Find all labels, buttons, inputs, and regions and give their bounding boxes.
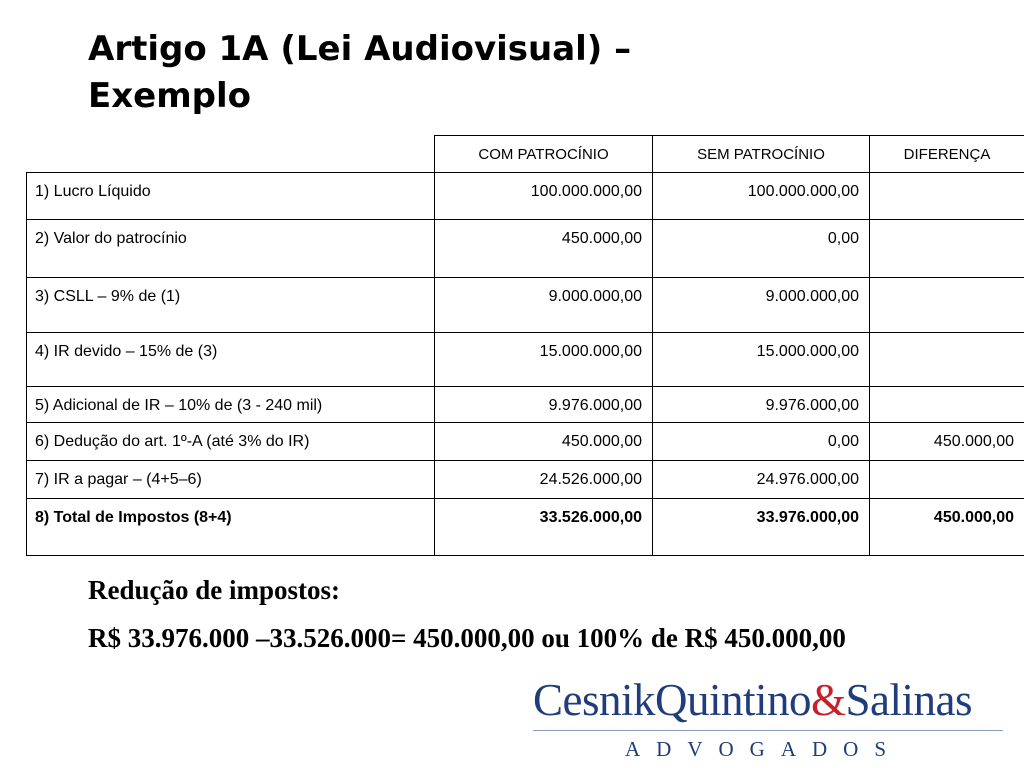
row-sem-value: 0,00 <box>653 220 870 278</box>
row-label: 8) Total de Impostos (8+4) <box>27 499 435 556</box>
row-dif-value: 450.000,00 <box>870 423 1024 461</box>
logo-wordmark <box>533 672 1003 728</box>
row-dif-value: 450.000,00 <box>870 499 1024 556</box>
row-com-value: 100.000.000,00 <box>435 173 653 220</box>
row-label: 3) CSLL – 9% de (1) <box>27 278 435 333</box>
row-label: 2) Valor do patrocínio <box>27 220 435 278</box>
header-diferenca: DIFERENÇA <box>870 136 1024 173</box>
row-label: 4) IR devido – 15% de (3) <box>27 333 435 387</box>
row-dif-value <box>870 461 1024 499</box>
row-com-value: 9.976.000,00 <box>435 387 653 423</box>
row-sem-value: 24.976.000,00 <box>653 461 870 499</box>
row-dif-value <box>870 387 1024 423</box>
logo-tagline: ADVOGADOS <box>625 737 903 761</box>
row-dif-value <box>870 173 1024 220</box>
slide-title-line1: Artigo 1A (Lei Audiovisual) – <box>88 29 632 69</box>
row-com-value: 24.526.000,00 <box>435 461 653 499</box>
header-com-patrocinio: COM PATROCÍNIO <box>435 136 653 173</box>
summary-calculation: R$ 33.976.000 –33.526.000= 450.000,00 ou 100% de R$ 450.000,00 <box>88 623 846 653</box>
row-label: 6) Dedução do art. 1º-A (até 3% do IR) <box>27 423 435 461</box>
row-com-value: 33.526.000,00 <box>435 499 653 556</box>
row-sem-value: 0,00 <box>653 423 870 461</box>
table-row <box>27 387 1024 423</box>
row-sem-value: 15.000.000,00 <box>653 333 870 387</box>
row-label: 5) Adicional de IR – 10% de (3 - 240 mil) <box>27 387 435 423</box>
table-row <box>27 220 1024 278</box>
table-row <box>27 173 1024 220</box>
row-dif-value <box>870 220 1024 278</box>
header-sem-patrocinio: SEM PATROCÍNIO <box>653 136 870 173</box>
header-empty-cell <box>27 136 435 173</box>
tax-comparison-table <box>26 135 1024 556</box>
row-com-value: 15.000.000,00 <box>435 333 653 387</box>
table-header-row <box>27 136 1024 173</box>
table-total-row <box>27 499 1024 556</box>
slide-title-line2: Exemplo <box>88 76 251 116</box>
table-row <box>27 333 1024 387</box>
table-row <box>27 423 1024 461</box>
table-row <box>27 278 1024 333</box>
logo-part2: Salinas <box>845 675 973 725</box>
logo-divider <box>533 730 1003 731</box>
row-dif-value <box>870 333 1024 387</box>
table-row <box>27 461 1024 499</box>
summary-heading: Redução de impostos: <box>88 575 341 605</box>
logo-ampersand: & <box>811 675 846 725</box>
firm-logo <box>533 672 1003 762</box>
row-dif-value <box>870 278 1024 333</box>
row-com-value: 450.000,00 <box>435 423 653 461</box>
row-sem-value: 9.976.000,00 <box>653 387 870 423</box>
row-label: 7) IR a pagar – (4+5–6) <box>27 461 435 499</box>
row-sem-value: 100.000.000,00 <box>653 173 870 220</box>
row-label: 1) Lucro Líquido <box>27 173 435 220</box>
slide-title <box>88 26 888 120</box>
row-sem-value: 33.976.000,00 <box>653 499 870 556</box>
tax-reduction-summary <box>88 572 948 657</box>
row-sem-value: 9.000.000,00 <box>653 278 870 333</box>
row-com-value: 9.000.000,00 <box>435 278 653 333</box>
logo-part1: CesnikQuintino <box>533 675 812 725</box>
row-com-value: 450.000,00 <box>435 220 653 278</box>
